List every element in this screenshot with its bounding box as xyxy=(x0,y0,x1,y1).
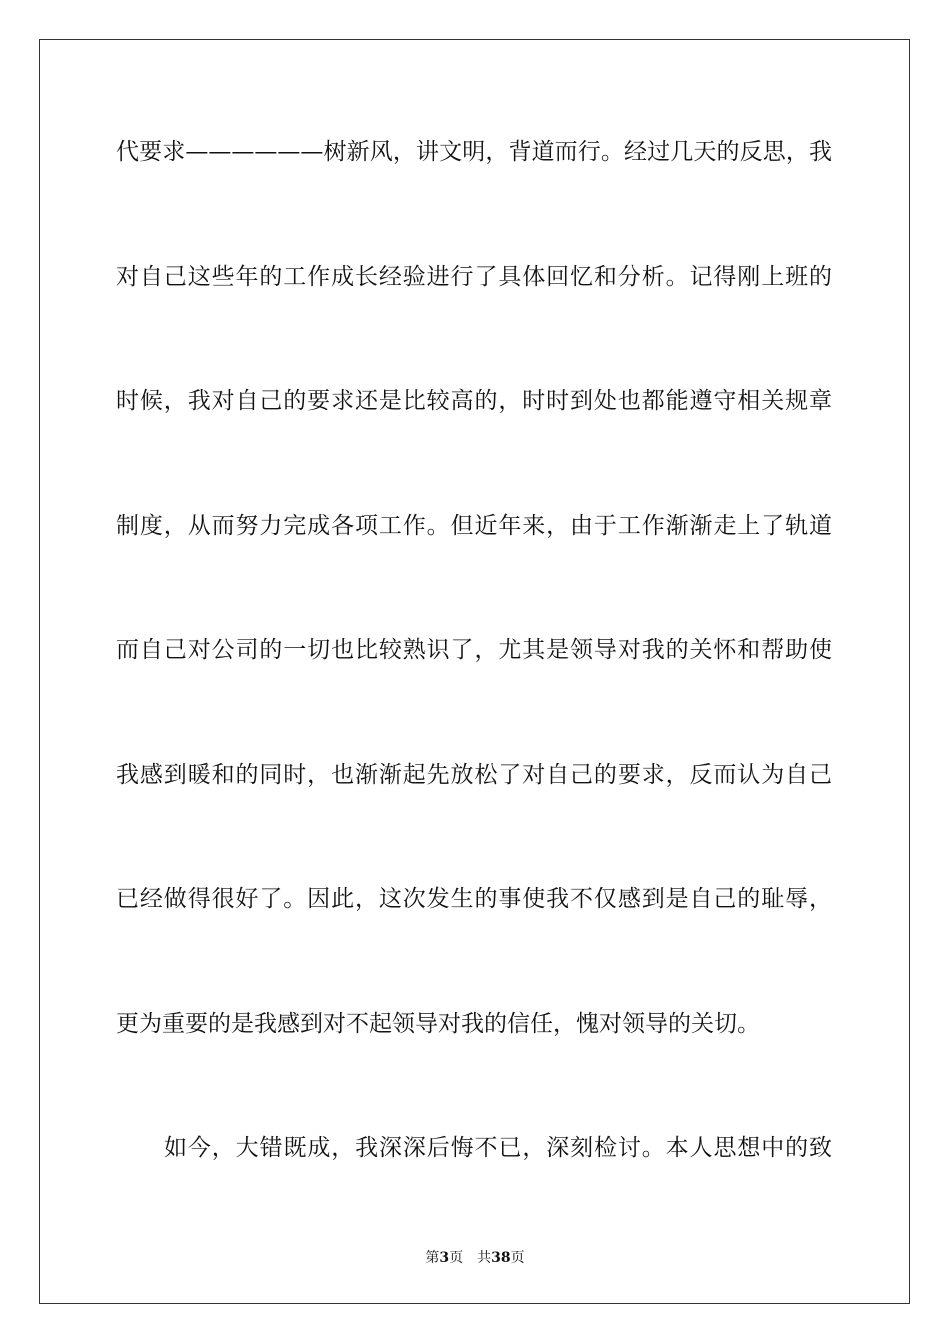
total-pages: 38 xyxy=(491,1250,511,1266)
body-text-line-6: 我感到暖和的同时，也渐渐起先放松了对自己的要求，反而认为自己 xyxy=(116,762,832,788)
total-prefix: 共 xyxy=(477,1250,492,1266)
page-prefix: 第 xyxy=(425,1250,440,1266)
body-text-line-1: 代要求——————树新风，讲文明，背道而行。经过几天的反思，我 xyxy=(116,139,832,165)
total-suffix: 页 xyxy=(510,1250,525,1266)
page-number: 3 xyxy=(439,1250,450,1266)
body-text-line-3: 时候，我对自己的要求还是比较高的，时时到处也都能遵守相关规章 xyxy=(116,388,832,414)
page-footer xyxy=(0,1249,950,1267)
body-text-line-2: 对自己这些年的工作成长经验进行了具体回忆和分析。记得刚上班的 xyxy=(116,264,832,290)
body-text-line-4: 制度，从而努力完成各项工作。但近年来，由于工作渐渐走上了轨道 xyxy=(116,513,832,539)
body-text-line-8: 更为重要的是我感到对不起领导对我的信任，愧对领导的关切。 xyxy=(116,1011,760,1037)
body-text-line-7: 已经做得很好了。因此，这次发生的事使我不仅感到是自己的耻辱， xyxy=(116,886,832,912)
body-text-line-9: 如今，大错既成，我深深后悔不已，深刻检讨。本人思想中的致 xyxy=(164,1135,832,1161)
body-text-line-5: 而自己对公司的一切也比较熟识了，尤其是领导对我的关怀和帮助使 xyxy=(116,637,832,663)
page-suffix: 页 xyxy=(449,1250,464,1266)
page-border xyxy=(39,39,910,1304)
